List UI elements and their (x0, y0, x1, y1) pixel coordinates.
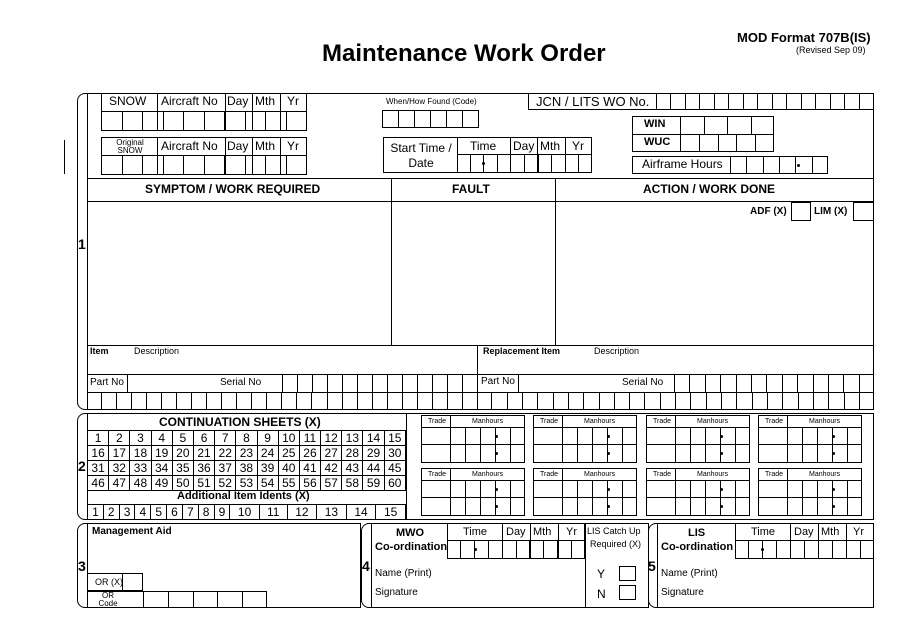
snow-label: SNOW (109, 94, 147, 108)
name-print-label: Name (Print) (375, 568, 432, 579)
additional-item-cell[interactable]: 6 (167, 505, 183, 520)
section-2-number: 2 (78, 458, 86, 474)
replacement-part-no-label: Part No (481, 376, 515, 387)
continuation-sheet-cell[interactable]: 13 (342, 431, 363, 446)
lis-coordination-label: Co-ordination (661, 541, 734, 553)
trade-label: Trade (428, 471, 447, 478)
trade-label: Trade (653, 471, 672, 478)
or-code-label: OR Code (98, 591, 118, 608)
continuation-sheet-cell[interactable]: 23 (236, 446, 257, 461)
continuation-sheet-cell[interactable]: 5 (172, 431, 193, 446)
win-cells[interactable] (680, 116, 774, 134)
manhours-label: Manhours (472, 418, 504, 425)
section-4-number: 4 (362, 558, 370, 574)
continuation-sheet-cell[interactable]: 48 (130, 476, 151, 491)
symptom-text-area[interactable] (88, 202, 390, 344)
jcn-label: JCN / LITS WO No. (536, 94, 650, 109)
manhours-label: Manhours (697, 471, 729, 478)
continuation-sheet-cell[interactable]: 24 (257, 446, 278, 461)
lis-signature-label: Signature (661, 587, 704, 598)
continuation-sheet-cell[interactable]: 52 (215, 476, 236, 491)
trade-manhours-box[interactable] (533, 468, 637, 516)
continuation-sheet-cell[interactable]: 54 (257, 476, 278, 491)
continuation-sheet-cell[interactable]: 25 (278, 446, 299, 461)
additional-item-cell[interactable]: 13 (317, 505, 347, 520)
lis-time-cells[interactable] (735, 540, 874, 559)
management-aid-label: Management Aid (92, 526, 172, 537)
adf-checkbox[interactable] (791, 202, 811, 221)
additional-item-cell[interactable]: 5 (151, 505, 167, 520)
trade-manhours-box[interactable] (758, 415, 862, 463)
continuation-sheet-cell[interactable]: 38 (236, 461, 257, 476)
continuation-sheet-cell[interactable]: 10 (278, 431, 299, 446)
continuation-sheet-cell[interactable]: 2 (109, 431, 130, 446)
continuation-sheet-cell[interactable]: 18 (130, 446, 151, 461)
additional-item-cell[interactable]: 2 (103, 505, 119, 520)
section-5-number: 5 (648, 558, 656, 574)
lis-name-print-label: Name (Print) (661, 568, 718, 579)
margin-mark (64, 140, 65, 174)
continuation-sheet-cell[interactable]: 37 (215, 461, 236, 476)
additional-item-cell[interactable]: 14 (346, 505, 376, 520)
trade-manhours-box[interactable] (421, 468, 525, 516)
continuation-sheet-cell[interactable]: 26 (299, 446, 320, 461)
continuation-sheet-cell[interactable]: 46 (88, 476, 109, 491)
replacement-part-no-cells[interactable] (477, 392, 874, 410)
continuation-sheet-cell[interactable]: 50 (172, 476, 193, 491)
continuation-sheets-grid[interactable] (87, 430, 406, 491)
continuation-sheet-cell[interactable]: 15 (384, 431, 405, 446)
continuation-sheet-cell[interactable]: 6 (193, 431, 214, 446)
section-1-number: 1 (78, 236, 86, 252)
continuation-sheet-cell[interactable]: 57 (321, 476, 342, 491)
action-header: ACTION / WORK DONE (643, 182, 775, 196)
additional-item-cell[interactable]: 7 (182, 505, 198, 520)
trade-manhours-box[interactable] (533, 415, 637, 463)
continuation-sheet-cell[interactable]: 42 (321, 461, 342, 476)
additional-item-cell[interactable]: 3 (119, 505, 135, 520)
continuation-sheet-cell[interactable]: 44 (363, 461, 384, 476)
continuation-sheet-cell[interactable]: 58 (342, 476, 363, 491)
mwo-time-label: Time (463, 526, 488, 538)
additional-item-cell[interactable]: 15 (376, 505, 406, 520)
lim-checkbox[interactable] (853, 202, 874, 221)
trade-label: Trade (428, 418, 447, 425)
lis-day-label: Day (794, 526, 814, 538)
continuation-sheet-cell[interactable]: 51 (193, 476, 214, 491)
continuation-sheet-cell[interactable]: 31 (88, 461, 109, 476)
manhours-label: Manhours (472, 471, 504, 478)
continuation-sheet-cell[interactable]: 22 (215, 446, 236, 461)
yes-checkbox[interactable] (619, 566, 636, 581)
serial-no-label: Serial No (220, 377, 262, 388)
continuation-sheet-cell[interactable]: 60 (384, 476, 405, 491)
trade-label: Trade (765, 418, 784, 425)
continuation-sheet-cell[interactable]: 1 (88, 431, 109, 446)
replacement-description-label: Description (594, 346, 640, 356)
or-x-checkbox[interactable] (122, 573, 143, 591)
airframe-hours-label: Airframe Hours (642, 157, 723, 171)
trade-label: Trade (653, 418, 672, 425)
start-time-label: Time (470, 139, 497, 153)
additional-item-idents-label: Additional Item Idents (X) (177, 490, 310, 502)
snow-entry-cells[interactable] (101, 111, 307, 131)
start-day-label: Day (513, 139, 535, 153)
continuation-sheet-cell[interactable]: 33 (130, 461, 151, 476)
continuation-sheet-cell[interactable]: 43 (342, 461, 363, 476)
additional-item-cell[interactable]: 4 (135, 505, 151, 520)
continuation-sheet-cell[interactable]: 9 (257, 431, 278, 446)
additional-item-cell[interactable]: 1 (88, 505, 104, 520)
continuation-sheet-cell[interactable]: 35 (172, 461, 193, 476)
signature-label: Signature (375, 587, 418, 598)
day-label: Day (227, 94, 249, 108)
mth-label: Mth (255, 94, 276, 108)
additional-item-cell[interactable]: 9 (214, 505, 230, 520)
lis-label: LIS (688, 527, 706, 539)
no-checkbox[interactable] (619, 585, 636, 600)
continuation-sheet-cell[interactable]: 45 (384, 461, 405, 476)
or-code-cells[interactable] (143, 591, 267, 608)
continuation-sheet-cell[interactable]: 11 (299, 431, 320, 446)
continuation-sheet-cell[interactable]: 55 (278, 476, 299, 491)
additional-item-cell[interactable]: 12 (287, 505, 317, 520)
yr-label: Yr (287, 94, 299, 108)
continuation-sheet-cell[interactable]: 28 (342, 446, 363, 461)
page-title: Maintenance Work Order (322, 40, 606, 67)
continuation-sheet-cell[interactable]: 59 (363, 476, 384, 491)
original-snow-label: Original SNOW (116, 138, 144, 155)
continuation-sheet-cell[interactable]: 27 (321, 446, 342, 461)
trade-manhours-box[interactable] (758, 468, 862, 516)
trade-manhours-box[interactable] (646, 468, 750, 516)
mth-label-2: Mth (255, 139, 276, 153)
mwo-yr-label: Yr (566, 526, 577, 538)
fault-header: FAULT (452, 182, 490, 196)
continuation-sheet-cell[interactable]: 40 (278, 461, 299, 476)
serial-no-cells[interactable] (282, 374, 477, 392)
revised-date: (Revised Sep 09) (796, 45, 866, 55)
lis-mth-label: Mth (821, 526, 840, 538)
when-how-found-cells[interactable] (382, 110, 479, 128)
no-label: N (597, 587, 606, 601)
additional-item-cell[interactable]: 11 (259, 505, 287, 520)
when-how-found-label: When/How Found (Code) (386, 97, 477, 106)
start-mth-label: Mth (540, 139, 561, 153)
replacement-item-label: Replacement Item (483, 346, 561, 356)
continuation-sheet-cell[interactable]: 41 (299, 461, 320, 476)
section-3-number: 3 (78, 558, 86, 574)
continuation-sheet-cell[interactable]: 56 (299, 476, 320, 491)
continuation-sheet-cell[interactable]: 19 (151, 446, 172, 461)
item-label: Item (90, 346, 109, 356)
trade-label: Trade (765, 471, 784, 478)
item-description-label: Description (134, 346, 180, 356)
aircraft-no-label: Aircraft No (161, 94, 218, 108)
lis-time-label: Time (751, 526, 776, 538)
required-label: Required (X) (590, 539, 642, 549)
adf-label: ADF (X) (750, 206, 787, 217)
lis-catch-up-label: LIS Catch Up (587, 526, 641, 536)
manhours-label: Manhours (809, 418, 841, 425)
yr-label-2: Yr (287, 139, 299, 153)
mwo-coordination-label: Co-ordination (375, 541, 448, 553)
continuation-sheet-cell[interactable]: 8 (236, 431, 257, 446)
continuation-sheet-cell[interactable]: 30 (384, 446, 405, 461)
part-no-cells[interactable] (87, 392, 477, 410)
continuation-sheet-cell[interactable]: 12 (321, 431, 342, 446)
trade-label: Trade (540, 471, 559, 478)
continuation-sheet-cell[interactable]: 34 (151, 461, 172, 476)
continuation-sheet-cell[interactable]: 36 (193, 461, 214, 476)
manhours-label: Manhours (809, 471, 841, 478)
continuation-sheet-cell[interactable]: 53 (236, 476, 257, 491)
additional-item-idents-grid[interactable] (87, 504, 406, 520)
action-text-area[interactable] (556, 222, 873, 344)
continuation-sheet-cell[interactable]: 21 (193, 446, 214, 461)
continuation-sheet-cell[interactable]: 29 (363, 446, 384, 461)
mwo-label: MWO (396, 527, 425, 539)
wuc-label: WUC (644, 136, 671, 148)
continuation-sheet-cell[interactable]: 20 (172, 446, 193, 461)
continuation-sheet-cell[interactable]: 17 (109, 446, 130, 461)
continuation-sheet-cell[interactable]: 49 (151, 476, 172, 491)
trade-manhours-box[interactable] (646, 415, 750, 463)
start-yr-label: Yr (572, 139, 584, 153)
start-time-cells[interactable] (457, 154, 592, 173)
continuation-sheets-label: CONTINUATION SHEETS (X) (159, 415, 321, 429)
continuation-sheet-cell[interactable]: 47 (109, 476, 130, 491)
trade-manhours-box[interactable] (421, 415, 525, 463)
airframe-hours-cells[interactable] (730, 156, 828, 174)
start-time-date-label: Start Time / Date (390, 141, 452, 170)
manhours-label: Manhours (697, 418, 729, 425)
continuation-sheet-cell[interactable]: 14 (363, 431, 384, 446)
continuation-sheet-cell[interactable]: 3 (130, 431, 151, 446)
wuc-cells[interactable] (680, 134, 774, 152)
mwo-day-label: Day (506, 526, 526, 538)
or-x-label: OR (X) (95, 577, 123, 587)
continuation-sheet-cell[interactable]: 4 (151, 431, 172, 446)
form-format: MOD Format 707B(IS) (737, 30, 871, 45)
mwo-time-cells[interactable] (447, 540, 585, 559)
manhours-label: Manhours (584, 471, 616, 478)
symptom-header: SYMPTOM / WORK REQUIRED (145, 182, 321, 196)
replacement-serial-no-cells[interactable] (674, 374, 874, 392)
day-label-2: Day (227, 139, 249, 153)
additional-item-cell[interactable]: 8 (198, 505, 214, 520)
aircraft-no-label-2: Aircraft No (161, 139, 218, 153)
additional-item-cell[interactable]: 10 (230, 505, 260, 520)
continuation-sheet-cell[interactable]: 32 (109, 461, 130, 476)
original-snow-entry-cells[interactable] (101, 155, 307, 175)
part-no-label: Part No (90, 377, 124, 388)
lis-yr-label: Yr (853, 526, 864, 538)
mwo-mth-label: Mth (533, 526, 552, 538)
jcn-cells[interactable] (656, 93, 874, 110)
lim-label: LIM (X) (814, 206, 848, 217)
yes-label: Y (597, 567, 606, 581)
trade-label: Trade (540, 418, 559, 425)
continuation-sheet-cell[interactable]: 16 (88, 446, 109, 461)
fault-text-area[interactable] (392, 202, 554, 344)
manhours-label: Manhours (584, 418, 616, 425)
win-label: WIN (644, 118, 666, 130)
continuation-sheet-cell[interactable]: 39 (257, 461, 278, 476)
continuation-sheet-cell[interactable]: 7 (215, 431, 236, 446)
replacement-serial-no-label: Serial No (622, 377, 664, 388)
